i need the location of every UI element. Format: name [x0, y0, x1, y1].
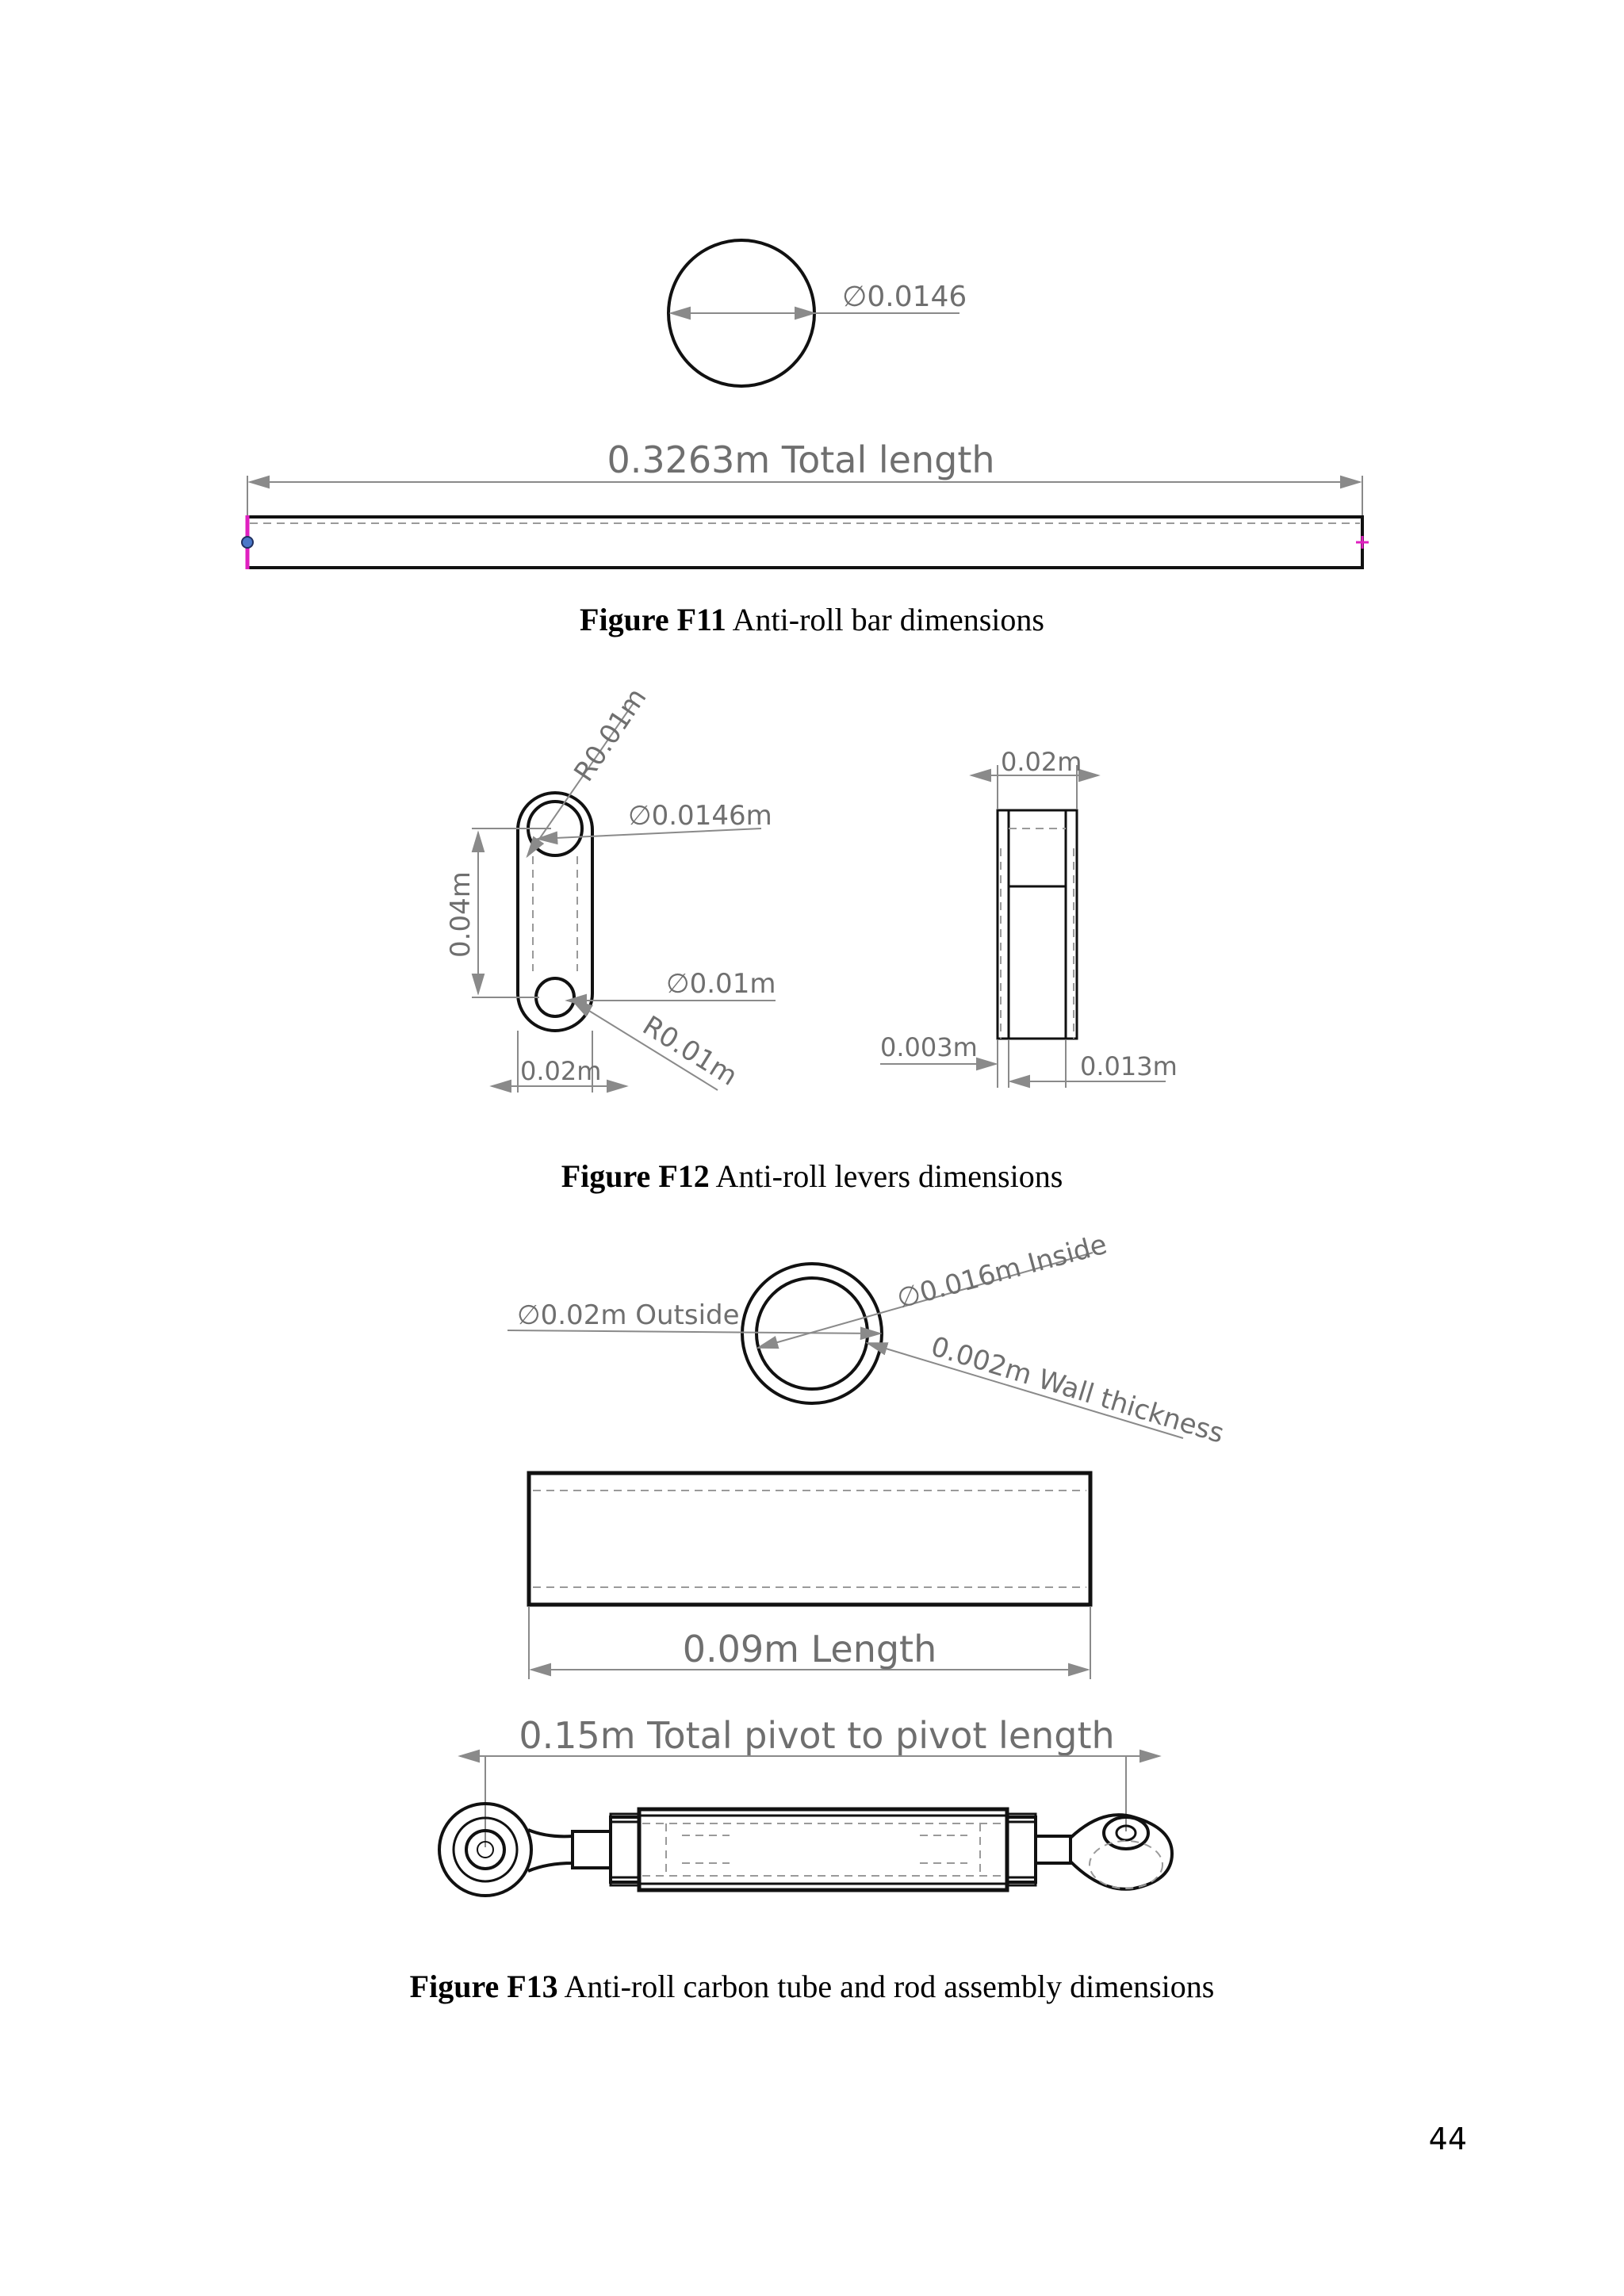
figure-f13-text: Anti-roll carbon tube and rod assembly dimensions — [564, 1969, 1215, 2004]
page-number: 44 — [1428, 2122, 1467, 2156]
bar-length-label: 0.3263m Total length — [607, 438, 995, 481]
tube-outside-label: ∅0.02m Outside — [517, 1299, 740, 1331]
lever-bottom-hole-label: ∅0.01m — [666, 968, 776, 1000]
figure-f12-caption — [0, 1158, 1624, 1195]
figure-f12-label: Figure F12 — [561, 1158, 710, 1194]
rod-assembly — [439, 1804, 1172, 1896]
side-wall-label: 0.003m — [880, 1032, 978, 1062]
lever-width-label: 0.02m — [520, 1056, 602, 1086]
tube-inside-label: ∅0.016m Inside — [893, 1228, 1111, 1315]
figure-f13-caption — [0, 1968, 1624, 2005]
figure-f11-drawing — [242, 240, 1369, 569]
pivot-length-label: 0.15m Total pivot to pivot length — [519, 1714, 1115, 1757]
figure-f13-label: Figure F13 — [409, 1969, 558, 2004]
carbon-tube-side — [529, 1473, 1090, 1605]
lever-top-radius-label: R0.01m — [568, 682, 653, 788]
lever-height-label: 0.04m — [445, 871, 477, 958]
figure-f11-label: Figure F11 — [580, 602, 726, 637]
lever-bottom-radius-label: R0.01m — [637, 1009, 743, 1093]
figure-f13-drawing — [439, 1229, 1228, 1896]
figure-f12-text: Anti-roll levers dimensions — [715, 1158, 1063, 1194]
anti-roll-bar-side — [247, 517, 1362, 568]
lever-bottom-hole — [536, 978, 574, 1016]
tube-wall-label: 0.002m Wall thickness — [927, 1330, 1228, 1450]
tube-length-label: 0.09m Length — [682, 1628, 937, 1670]
side-gap-label: 0.013m — [1080, 1051, 1178, 1081]
figure-f11-text: Anti-roll bar dimensions — [732, 602, 1044, 637]
figure-f11-caption — [0, 601, 1624, 638]
figure-f12-drawing — [445, 683, 1178, 1093]
bar-diameter-label: ∅0.0146 — [842, 281, 967, 313]
lever-top-hole-label: ∅0.0146m — [628, 800, 772, 832]
side-width-label: 0.02m — [1001, 747, 1082, 777]
